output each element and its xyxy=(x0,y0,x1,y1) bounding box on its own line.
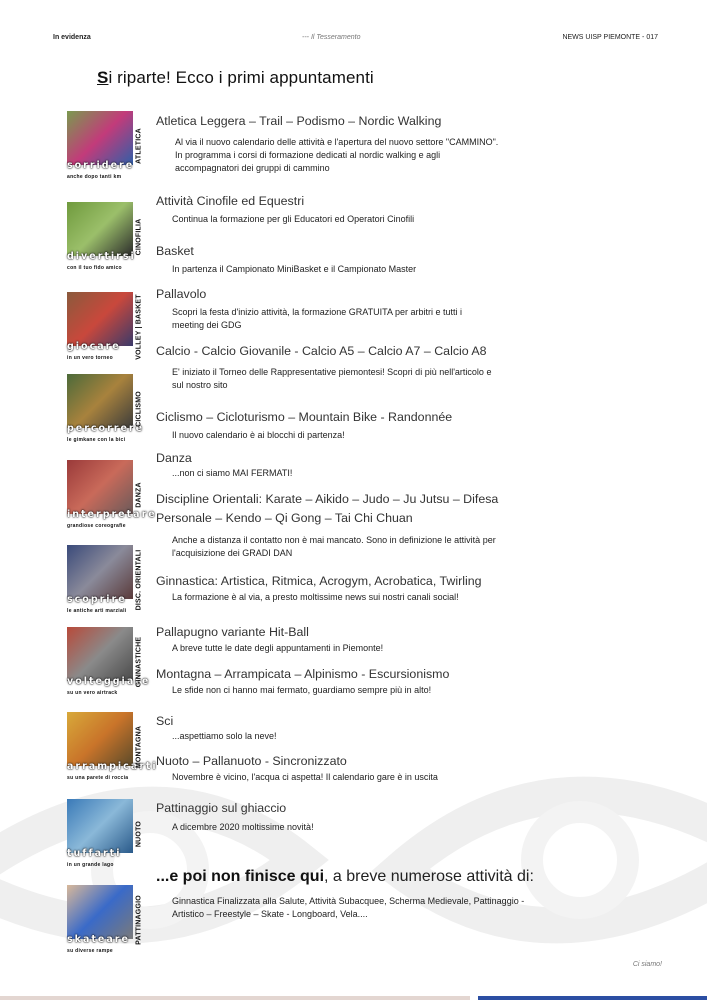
photo-side-label xyxy=(133,202,144,272)
photo-side-label xyxy=(133,460,144,530)
activity-title: Pallapugno variante Hit-Ball xyxy=(156,625,309,639)
activity-desc: Le sfide non ci hanno mai fermato, guardiamo sempre più in alto! xyxy=(172,685,432,695)
photo-caption: tuffarti xyxy=(67,848,122,859)
activity-title: Nuoto – Pallanuoto - Sincronizzato xyxy=(156,754,347,768)
photo-caption: divertirsi xyxy=(67,251,136,262)
photo-side-label-text: DANZA xyxy=(135,482,142,508)
photo-caption: scoprire xyxy=(67,594,127,605)
photo-caption: giocare xyxy=(67,341,121,352)
activity-title: Attività Cinofile ed Equestri xyxy=(156,194,305,208)
header-section-label: In evidenza xyxy=(53,34,91,41)
footer-bar-left xyxy=(0,996,470,1000)
activity-pallavolo xyxy=(156,285,476,332)
activity-desc: ...aspettiamo solo la neve! xyxy=(172,731,277,741)
activity-title: Basket xyxy=(156,244,194,258)
activity-title: Discipline Orientali: Karate – Aikido – Judo – Ju Jutsu – Difesa Personale – Kendo – Qi Gong – Tai Chi Chuan xyxy=(156,492,499,525)
final-heading-rest: , a breve numerose attività di: xyxy=(324,868,534,885)
activity-ginnastica xyxy=(156,572,556,604)
page-title-text: i riparte! Ecco i primi appuntamenti xyxy=(108,68,374,87)
activity-pallapugno xyxy=(156,623,536,655)
activity-calcio xyxy=(156,342,526,392)
photo-volley-basket xyxy=(67,292,133,362)
activity-danza xyxy=(156,449,536,480)
photo-pattinaggio xyxy=(67,885,133,955)
activity-desc: Anche a distanza il contatto non è mai mancato. Sono in definizione le attività per l'acquisizione dei GRADI DAN xyxy=(172,535,496,558)
activity-ciclismo xyxy=(156,408,536,442)
photo-side-label xyxy=(133,292,144,362)
photo-image xyxy=(67,712,133,766)
photo-caption: volteggiare xyxy=(67,676,151,687)
photo-atletica xyxy=(67,111,133,181)
photo-image xyxy=(67,460,133,514)
photo-side-label-text: CINOFILIA xyxy=(135,218,142,256)
photo-caption: skateare xyxy=(67,934,130,945)
final-heading xyxy=(156,868,596,886)
page-title-initial: S xyxy=(97,68,109,87)
activity-montagna xyxy=(156,665,556,697)
photo-subcaption: le antiche arti marziali xyxy=(67,608,127,614)
activity-desc: In partenza il Campionato MiniBasket e il Campionato Master xyxy=(172,264,417,274)
photo-side-label xyxy=(133,627,144,697)
photo-side-label-text: MONTAGNA xyxy=(135,725,142,769)
photo-subcaption: le gimkane con la bici xyxy=(67,437,126,443)
activity-cinofile xyxy=(156,192,536,226)
photo-side-label-text: NUOTO xyxy=(135,820,142,848)
activity-title: Ginnastica: Artistica, Ritmica, Acrogym, Acrobatica, Twirling xyxy=(156,574,482,588)
photo-subcaption: su un vero airtrack xyxy=(67,690,118,696)
photo-cinofilia xyxy=(67,202,136,272)
activity-desc: Novembre è vicino, l'acqua ci aspetta! Il calendario gare è in uscita xyxy=(172,772,438,782)
photo-side-label-text: VOLLEY | BASKET xyxy=(135,294,142,360)
photo-subcaption: anche dopo tanti km xyxy=(67,174,122,180)
activity-desc: ...non ci siamo MAI FERMATI! xyxy=(172,468,293,478)
photo-subcaption: su diverse rampe xyxy=(67,948,113,954)
photo-caption: arrampicarti xyxy=(67,761,158,772)
final-desc: Ginnastica Finalizzata alla Salute, Attività Subacquee, Scherma Medievale, Pattinaggio - Artistico – Freestyle – Skate - Longboard, Vela.... xyxy=(172,896,525,919)
photo-side-label-text: ATLETICA xyxy=(135,128,142,164)
photo-subcaption: in un grande lago xyxy=(67,862,114,868)
photo-discipline-orientali xyxy=(67,545,133,615)
activity-title: Pallavolo xyxy=(156,287,207,301)
photo-image xyxy=(67,627,133,681)
photo-subcaption: in un vero torneo xyxy=(67,355,113,361)
photo-side-label xyxy=(133,374,144,444)
activity-desc: E' iniziato il Torneo delle Rappresentative piemontesi! Scopri di più nell'articolo e sul nostro sito xyxy=(172,367,492,390)
activity-title: Pattinaggio sul ghiaccio xyxy=(156,801,287,815)
activity-title: Danza xyxy=(156,451,192,465)
photo-side-label xyxy=(133,799,144,869)
photo-side-label xyxy=(133,545,144,615)
photo-subcaption: con il tuo fido amico xyxy=(67,265,122,271)
photo-caption: sorridere xyxy=(67,160,135,171)
activity-title: Ciclismo – Cicloturismo – Mountain Bike - Randonnée xyxy=(156,410,453,424)
photo-side-label xyxy=(133,712,144,782)
activity-sci xyxy=(156,712,536,743)
photo-side-label-text: GINNASTICHE xyxy=(135,636,142,688)
activity-desc: Continua la formazione per gli Educatori ed Operatori Cinofili xyxy=(172,214,415,224)
photo-image xyxy=(67,292,133,346)
activity-desc: A dicembre 2020 moltissime novità! xyxy=(172,822,314,832)
photo-image xyxy=(67,111,133,165)
photo-image xyxy=(67,799,133,853)
activity-desc: La formazione è al via, a presto moltissime news sui nostri canali social! xyxy=(172,592,459,602)
activity-title: Atletica Leggera – Trail – Podismo – Nordic Walking xyxy=(156,114,442,128)
final-heading-bold: ...e poi non finisce qui xyxy=(156,868,325,885)
photo-side-label xyxy=(133,111,144,181)
photo-side-label-text: DISC. ORIENTALI xyxy=(135,549,142,611)
activity-atletica xyxy=(156,112,516,175)
photo-caption: percorrere xyxy=(67,423,145,434)
photo-image xyxy=(67,202,133,256)
activity-basket xyxy=(156,242,536,276)
page-title xyxy=(97,68,374,88)
activity-title: Calcio - Calcio Giovanile - Calcio A5 – Calcio A7 – Calcio A8 xyxy=(156,344,487,358)
final-section xyxy=(156,868,596,921)
activity-pattinaggio xyxy=(156,799,536,834)
activity-desc: Il nuovo calendario è ai blocchi di partenza! xyxy=(172,430,345,440)
activity-title: Montagna – Arrampicata – Alpinismo - Escursionismo xyxy=(156,667,450,681)
photo-subcaption: su una parete di roccia xyxy=(67,775,129,781)
photo-nuoto xyxy=(67,799,133,869)
photo-image xyxy=(67,545,133,599)
header-issue-label: NEWS UISP PIEMONTE - 017 xyxy=(562,34,658,41)
photo-subcaption: grandiose coreografie xyxy=(67,523,126,529)
activity-nuoto xyxy=(156,752,556,784)
header-breadcrumb: --- Il Tesseramento xyxy=(302,34,361,41)
footer-note: Ci siamo! xyxy=(632,961,662,968)
photo-image xyxy=(67,374,133,428)
photo-side-label xyxy=(133,885,144,955)
activity-discipline-orientali xyxy=(156,490,526,560)
photo-caption: interpretare xyxy=(67,509,157,520)
activity-desc: Al via il nuovo calendario delle attività e l'apertura del nuovo settore "CAMMINO". In programma i corsi di formazione dedicati al nordic walking e agli accompagnatori dei gruppi di cammino xyxy=(175,137,499,173)
footer-bar-right xyxy=(478,996,707,1000)
activity-desc: Scopri la festa d'inizio attività, la formazione GRATUITA per arbitri e tutti i meeting dei GDG xyxy=(172,307,462,330)
photo-side-label-text: CICLISMO xyxy=(135,391,142,427)
photo-side-label-text: PATTINAGGIO xyxy=(135,895,142,945)
photo-image xyxy=(67,885,133,939)
activity-desc: A breve tutte le date degli appuntamenti in Piemonte! xyxy=(172,643,384,653)
activity-title: Sci xyxy=(156,714,174,728)
